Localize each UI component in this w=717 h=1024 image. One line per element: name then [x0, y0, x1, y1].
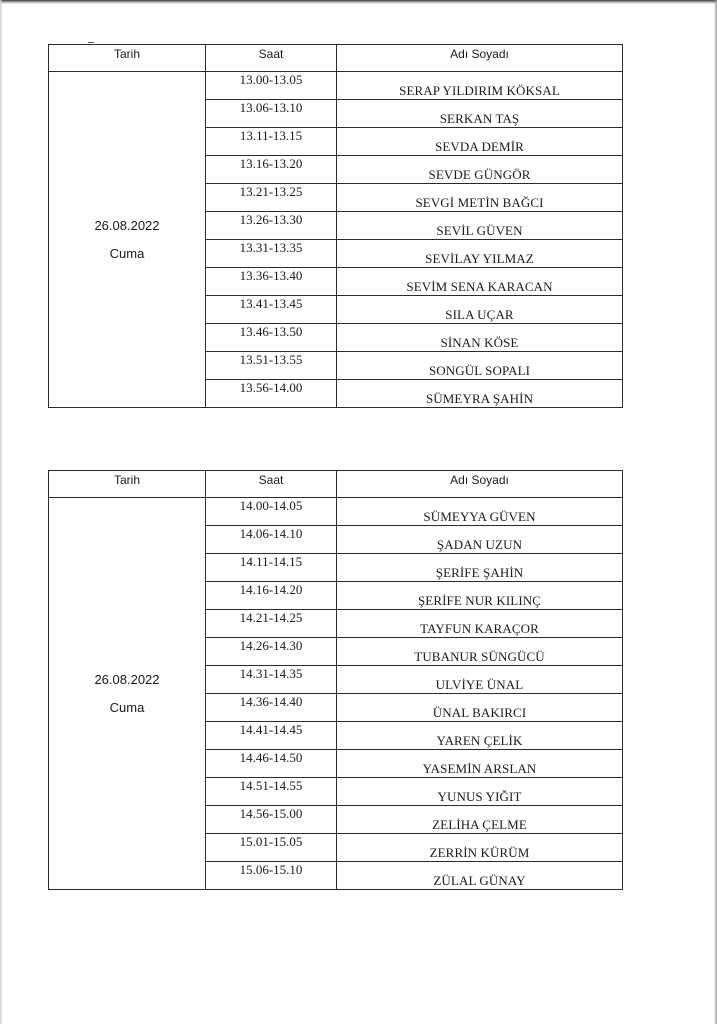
time-cell: 14.00-14.05 [206, 498, 337, 526]
header-row [49, 471, 623, 498]
time-cell: 14.21-14.25 [206, 610, 337, 638]
date-cell [49, 72, 206, 408]
time-cell: 13.16-13.20 [206, 156, 337, 184]
time-cell: 13.41-13.45 [206, 296, 337, 324]
time-cell: 14.41-14.45 [206, 722, 337, 750]
time-cell: 14.36-14.40 [206, 694, 337, 722]
table-row [49, 72, 623, 100]
schedule-table-2 [48, 470, 623, 890]
time-cell: 14.06-14.10 [206, 526, 337, 554]
scan-edge-top [0, 0, 717, 4]
table-body [49, 498, 623, 890]
schedule-table-1 [48, 44, 623, 408]
date-cell [49, 498, 206, 890]
time-cell: 14.31-14.35 [206, 666, 337, 694]
time-cell: 13.36-13.40 [206, 268, 337, 296]
name-cell: YASEMİN ARSLAN [337, 750, 623, 778]
name-cell: TAYFUN KARAÇOR [337, 610, 623, 638]
scan-edge-left [0, 0, 3, 1024]
name-cell: ŞADAN UZUN [337, 526, 623, 554]
name-cell: YUNUS YIĞIT [337, 778, 623, 806]
name-cell: ZELİHA ÇELME [337, 806, 623, 834]
name-cell: SEVDE GÜNGÖR [337, 156, 623, 184]
name-cell: SERAP YILDIRIM KÖKSAL [337, 72, 623, 100]
time-cell: 14.46-14.50 [206, 750, 337, 778]
name-cell: SÜMEYYA GÜVEN [337, 498, 623, 526]
time-cell: 13.56-14.00 [206, 380, 337, 408]
name-cell: SEVİM SENA KARACAN [337, 268, 623, 296]
time-cell: 13.51-13.55 [206, 352, 337, 380]
header-name: Adı Soyadı [337, 45, 623, 72]
time-cell: 14.16-14.20 [206, 582, 337, 610]
name-cell: ULVİYE ÜNAL [337, 666, 623, 694]
time-cell: 14.56-15.00 [206, 806, 337, 834]
name-cell: TUBANUR SÜNGÜCÜ [337, 638, 623, 666]
time-cell: 13.21-13.25 [206, 184, 337, 212]
header-row [49, 45, 623, 72]
header-name: Adı Soyadı [337, 471, 623, 498]
time-cell: 13.11-13.15 [206, 128, 337, 156]
time-cell: 13.46-13.50 [206, 324, 337, 352]
name-cell: SİNAN KÖSE [337, 324, 623, 352]
name-cell: ZÜLAL GÜNAY [337, 862, 623, 890]
header-date: Tarih [49, 45, 206, 72]
date-value: 26.08.2022 [94, 671, 160, 687]
name-cell: ŞERİFE ŞAHİN [337, 554, 623, 582]
date-value: 26.08.2022 [94, 217, 160, 233]
table-row [49, 498, 623, 526]
scan-speck [88, 42, 94, 43]
name-cell: YAREN ÇELİK [337, 722, 623, 750]
time-cell: 14.11-14.15 [206, 554, 337, 582]
name-cell: SERKAN TAŞ [337, 100, 623, 128]
name-cell: ÜNAL BAKIRCI [337, 694, 623, 722]
name-cell: ŞERİFE NUR KILINÇ [337, 582, 623, 610]
day-value: Cuma [109, 245, 145, 261]
time-cell: 13.06-13.10 [206, 100, 337, 128]
time-cell: 14.26-14.30 [206, 638, 337, 666]
header-date: Tarih [49, 471, 206, 498]
name-cell: SEVİL GÜVEN [337, 212, 623, 240]
header-time: Saat [206, 471, 337, 498]
time-cell: 13.26-13.30 [206, 212, 337, 240]
name-cell: SEVİLAY YILMAZ [337, 240, 623, 268]
name-cell: SÜMEYRA ŞAHİN [337, 380, 623, 408]
time-cell: 15.06-15.10 [206, 862, 337, 890]
day-value: Cuma [109, 699, 145, 715]
name-cell: SEVDA DEMİR [337, 128, 623, 156]
time-cell: 15.01-15.05 [206, 834, 337, 862]
name-cell: SEVGİ METİN BAĞCI [337, 184, 623, 212]
name-cell: ZERRİN KÜRÜM [337, 834, 623, 862]
header-time: Saat [206, 45, 337, 72]
time-cell: 14.51-14.55 [206, 778, 337, 806]
table-body [49, 72, 623, 408]
time-cell: 13.00-13.05 [206, 72, 337, 100]
name-cell: SILA UÇAR [337, 296, 623, 324]
name-cell: SONGÜL SOPALI [337, 352, 623, 380]
time-cell: 13.31-13.35 [206, 240, 337, 268]
